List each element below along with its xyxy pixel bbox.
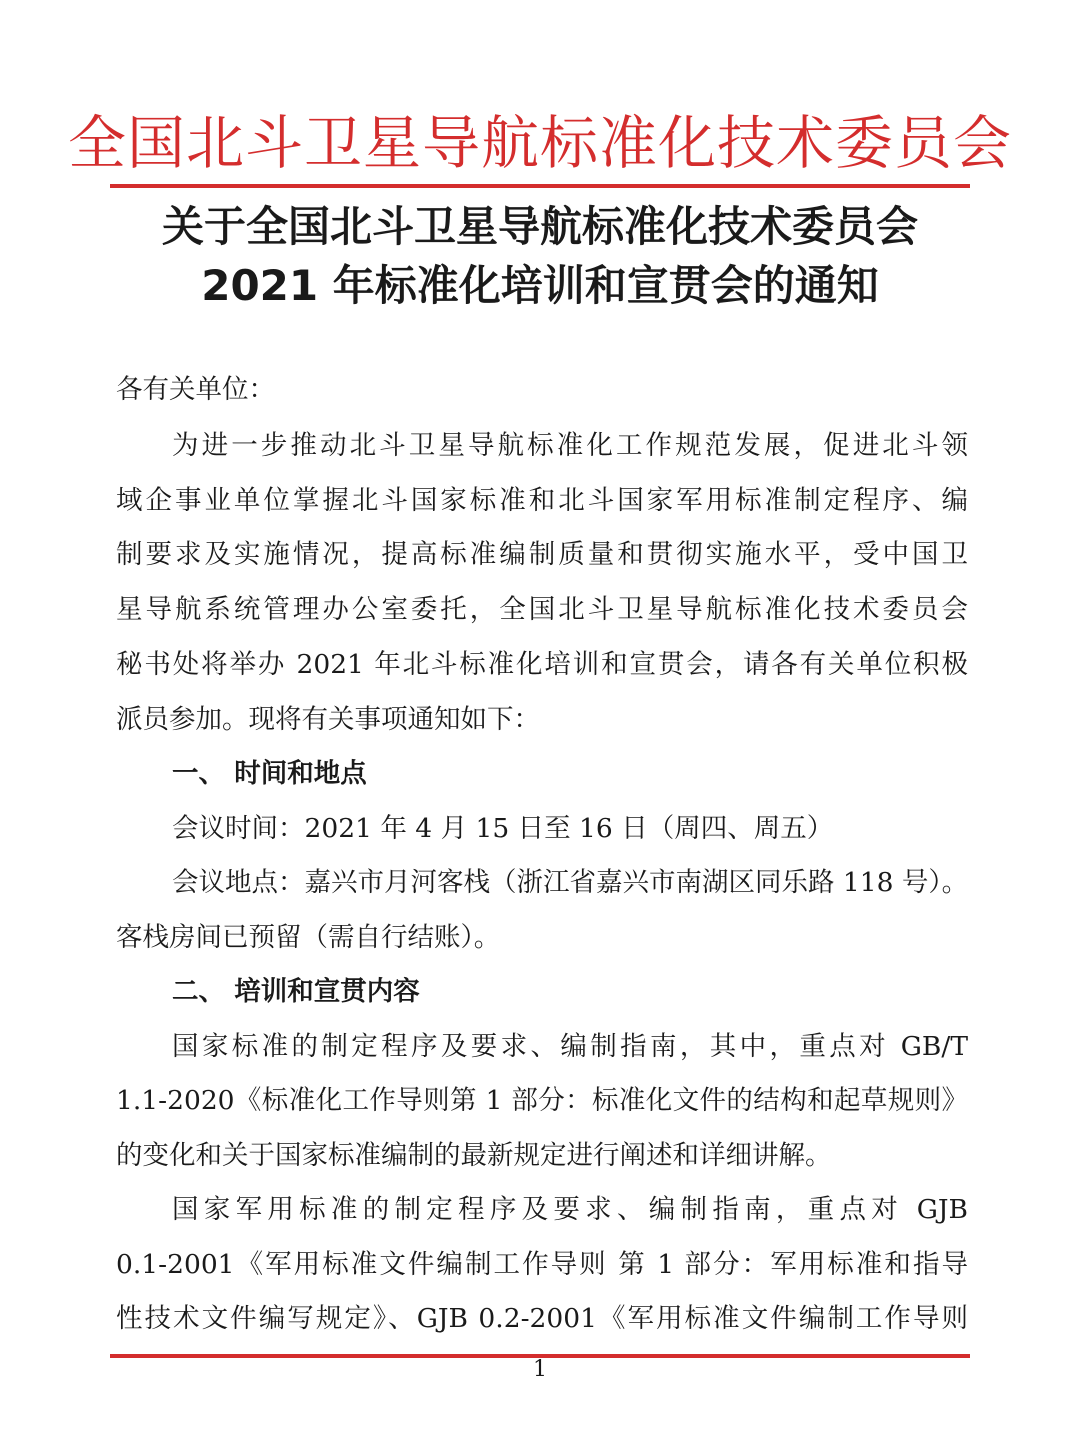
body-line: 客栈房间已预留（需自行结账）。	[116, 922, 501, 953]
body-line: 国家标准的制定程序及要求、编制指南，其中，重点对 GB/T	[172, 1031, 968, 1062]
body-line: 派员参加。现将有关事项通知如下：	[116, 704, 540, 735]
body-line: 国家军用标准的制定程序及要求、编制指南，重点对 GJB	[172, 1194, 968, 1225]
section-heading-time-place: 一、 时间和地点	[172, 758, 367, 789]
body-line: 的变化和关于国家标准编制的最新规定进行阐述和详细讲解。	[116, 1140, 832, 1171]
body-line: 1.1-2020《标准化工作导则第 1 部分：标准化文件的结构和起草规则》	[116, 1085, 968, 1116]
body-line: 性技术文件编写规定》、GJB 0.2-2001《军用标准文件编制工作导则	[116, 1303, 968, 1334]
notice-title-line-2: 2021 年标准化培训和宣贯会的通知	[201, 261, 879, 310]
section-heading-content: 二、 培训和宣贯内容	[172, 976, 420, 1007]
body-line: 星导航系统管理办公室委托，全国北斗卫星导航标准化技术委员会	[116, 594, 968, 625]
organization-header: 全国北斗卫星导航标准化技术委员会	[67, 109, 1012, 177]
page-number: 1	[533, 1357, 547, 1382]
body-line: 0.1-2001《军用标准文件编制工作导则 第 1 部分：军用标准和指导	[116, 1249, 968, 1280]
body-line: 秘书处将举办 2021 年北斗标准化培训和宣贯会，请各有关单位积极	[116, 649, 968, 680]
body-line: 制要求及实施情况，提高标准编制质量和贯彻实施水平，受中国卫	[116, 539, 968, 570]
notice-title-line-1: 关于全国北斗卫星导航标准化技术委员会	[161, 202, 918, 251]
meeting-time: 会议时间：2021 年 4 月 15 日至 16 日（周四、周五）	[172, 813, 834, 844]
body-line: 域企事业单位掌握北斗国家标准和北斗国家军用标准制定程序、编	[116, 485, 968, 516]
salutation: 各有关单位：	[116, 374, 275, 405]
header-red-rule	[110, 184, 970, 188]
body-line: 为进一步推动北斗卫星导航标准化工作规范发展，促进北斗领	[172, 430, 968, 461]
meeting-location: 会议地点：嘉兴市月河客栈（浙江省嘉兴市南湖区同乐路 118 号）。	[172, 867, 969, 898]
